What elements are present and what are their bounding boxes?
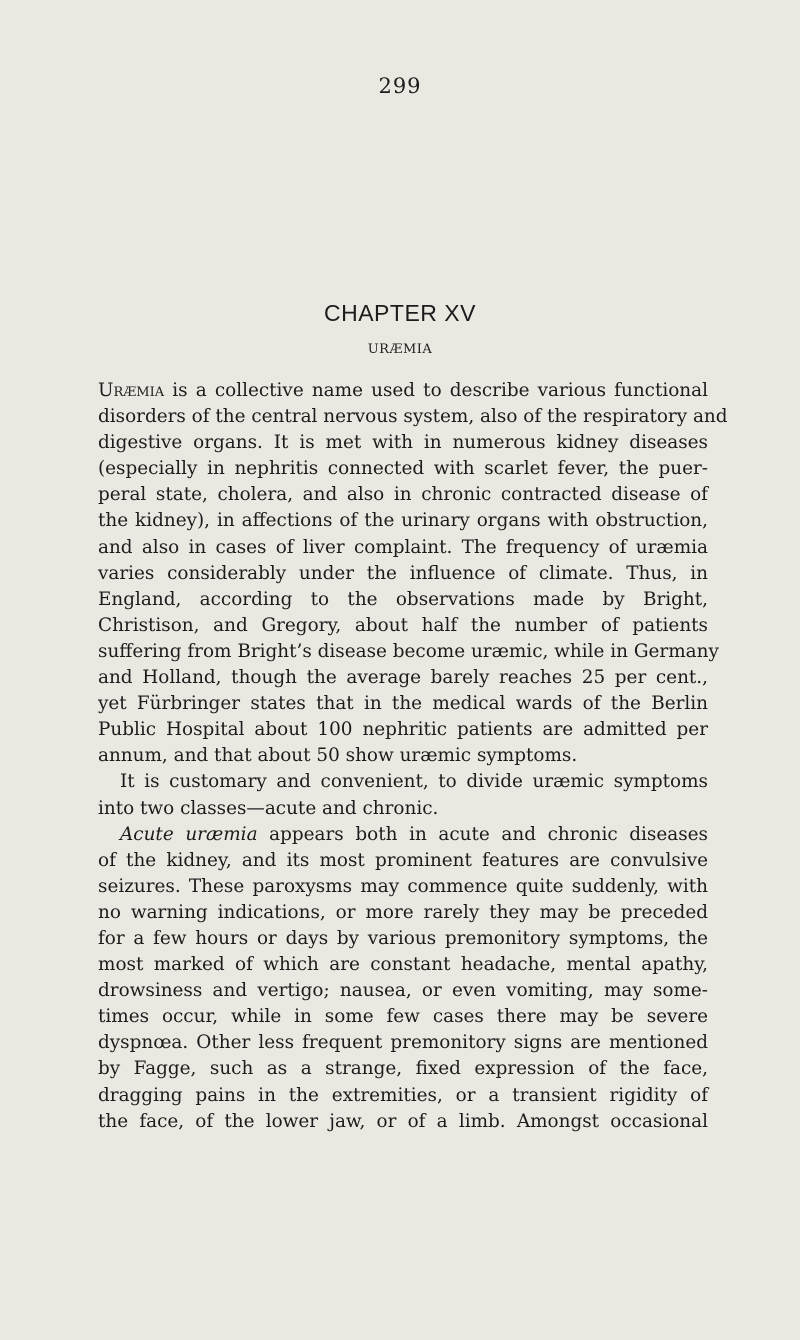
text-line — [98, 378, 708, 404]
chapter-heading: CHAPTER XV — [324, 300, 476, 326]
text-line: Christison, and Gregory, about half the number of patients — [98, 614, 708, 636]
page-number: 299 — [378, 74, 422, 98]
text-line: the face, of the lower jaw, or of a limb. Amongst occasional — [98, 1110, 708, 1132]
text-line: It is customary and convenient, to divide uræmic symptoms — [120, 771, 708, 793]
text-line: most marked of which are constant headache, mental apathy, — [98, 954, 708, 976]
italic-term: Acute uræmia — [120, 823, 258, 845]
text-line: by Fagge, such as a strange, fixed expression of the face, — [98, 1058, 708, 1080]
body-text — [98, 378, 728, 1135]
text-line: dragging pains in the extremities, or a transient rigidity of — [98, 1084, 708, 1106]
text-line: Public Hospital about 100 nephritic patients are admitted per — [98, 719, 708, 741]
text-line: disorders of the central nervous system, also of the respiratory and — [98, 406, 728, 428]
text-line: dyspnœa. Other less frequent premonitory signs are mentioned — [98, 1032, 708, 1054]
text-line: times occur, while in some few cases there may be severe — [98, 1006, 708, 1028]
text-line — [98, 822, 708, 848]
text-line: drowsiness and vertigo; nausea, or even vomiting, may some- — [98, 980, 708, 1002]
text-line: of the kidney, and its most prominent features are convulsive — [98, 849, 708, 871]
text-line: the kidney), in affections of the urinary organs with obstruction, — [98, 510, 708, 532]
text-line: digestive organs. It is met with in numerous kidney diseases — [98, 432, 708, 454]
lead-word: Uræmia — [98, 380, 165, 401]
text-line: (especially in nephritis connected with scarlet fever, the puer- — [98, 458, 708, 480]
line-text: appears both in acute and chronic diseases — [257, 823, 708, 845]
text-line: peral state, cholera, and also in chronic contracted disease of — [98, 484, 708, 506]
text-line: varies considerably under the influence of climate. Thus, in — [98, 562, 708, 584]
text-line: suffering from Bright’s disease become uræmic, while in Germany — [98, 640, 719, 662]
text-line: and Holland, though the average barely reaches 25 per cent., — [98, 667, 708, 689]
text-line: yet Fürbringer states that in the medical wards of the Berlin — [98, 693, 708, 715]
text-line: seizures. These paroxysms may commence quite suddenly, with — [98, 875, 708, 897]
text-line: into two classes—acute and chronic. — [98, 797, 439, 819]
section-heading: URÆMIA — [367, 342, 433, 357]
text-line: annum, and that about 50 show uræmic symptoms. — [98, 745, 578, 767]
text-line: and also in cases of liver complaint. The frequency of uræmia — [98, 536, 708, 558]
text-line: no warning indications, or more rarely they may be preceded — [98, 901, 708, 923]
text-line: England, according to the observations made by Bright, — [98, 588, 708, 610]
line-text: is a collective name used to describe various functional — [164, 380, 708, 401]
text-line: for a few hours or days by various premonitory symptoms, the — [98, 927, 708, 949]
